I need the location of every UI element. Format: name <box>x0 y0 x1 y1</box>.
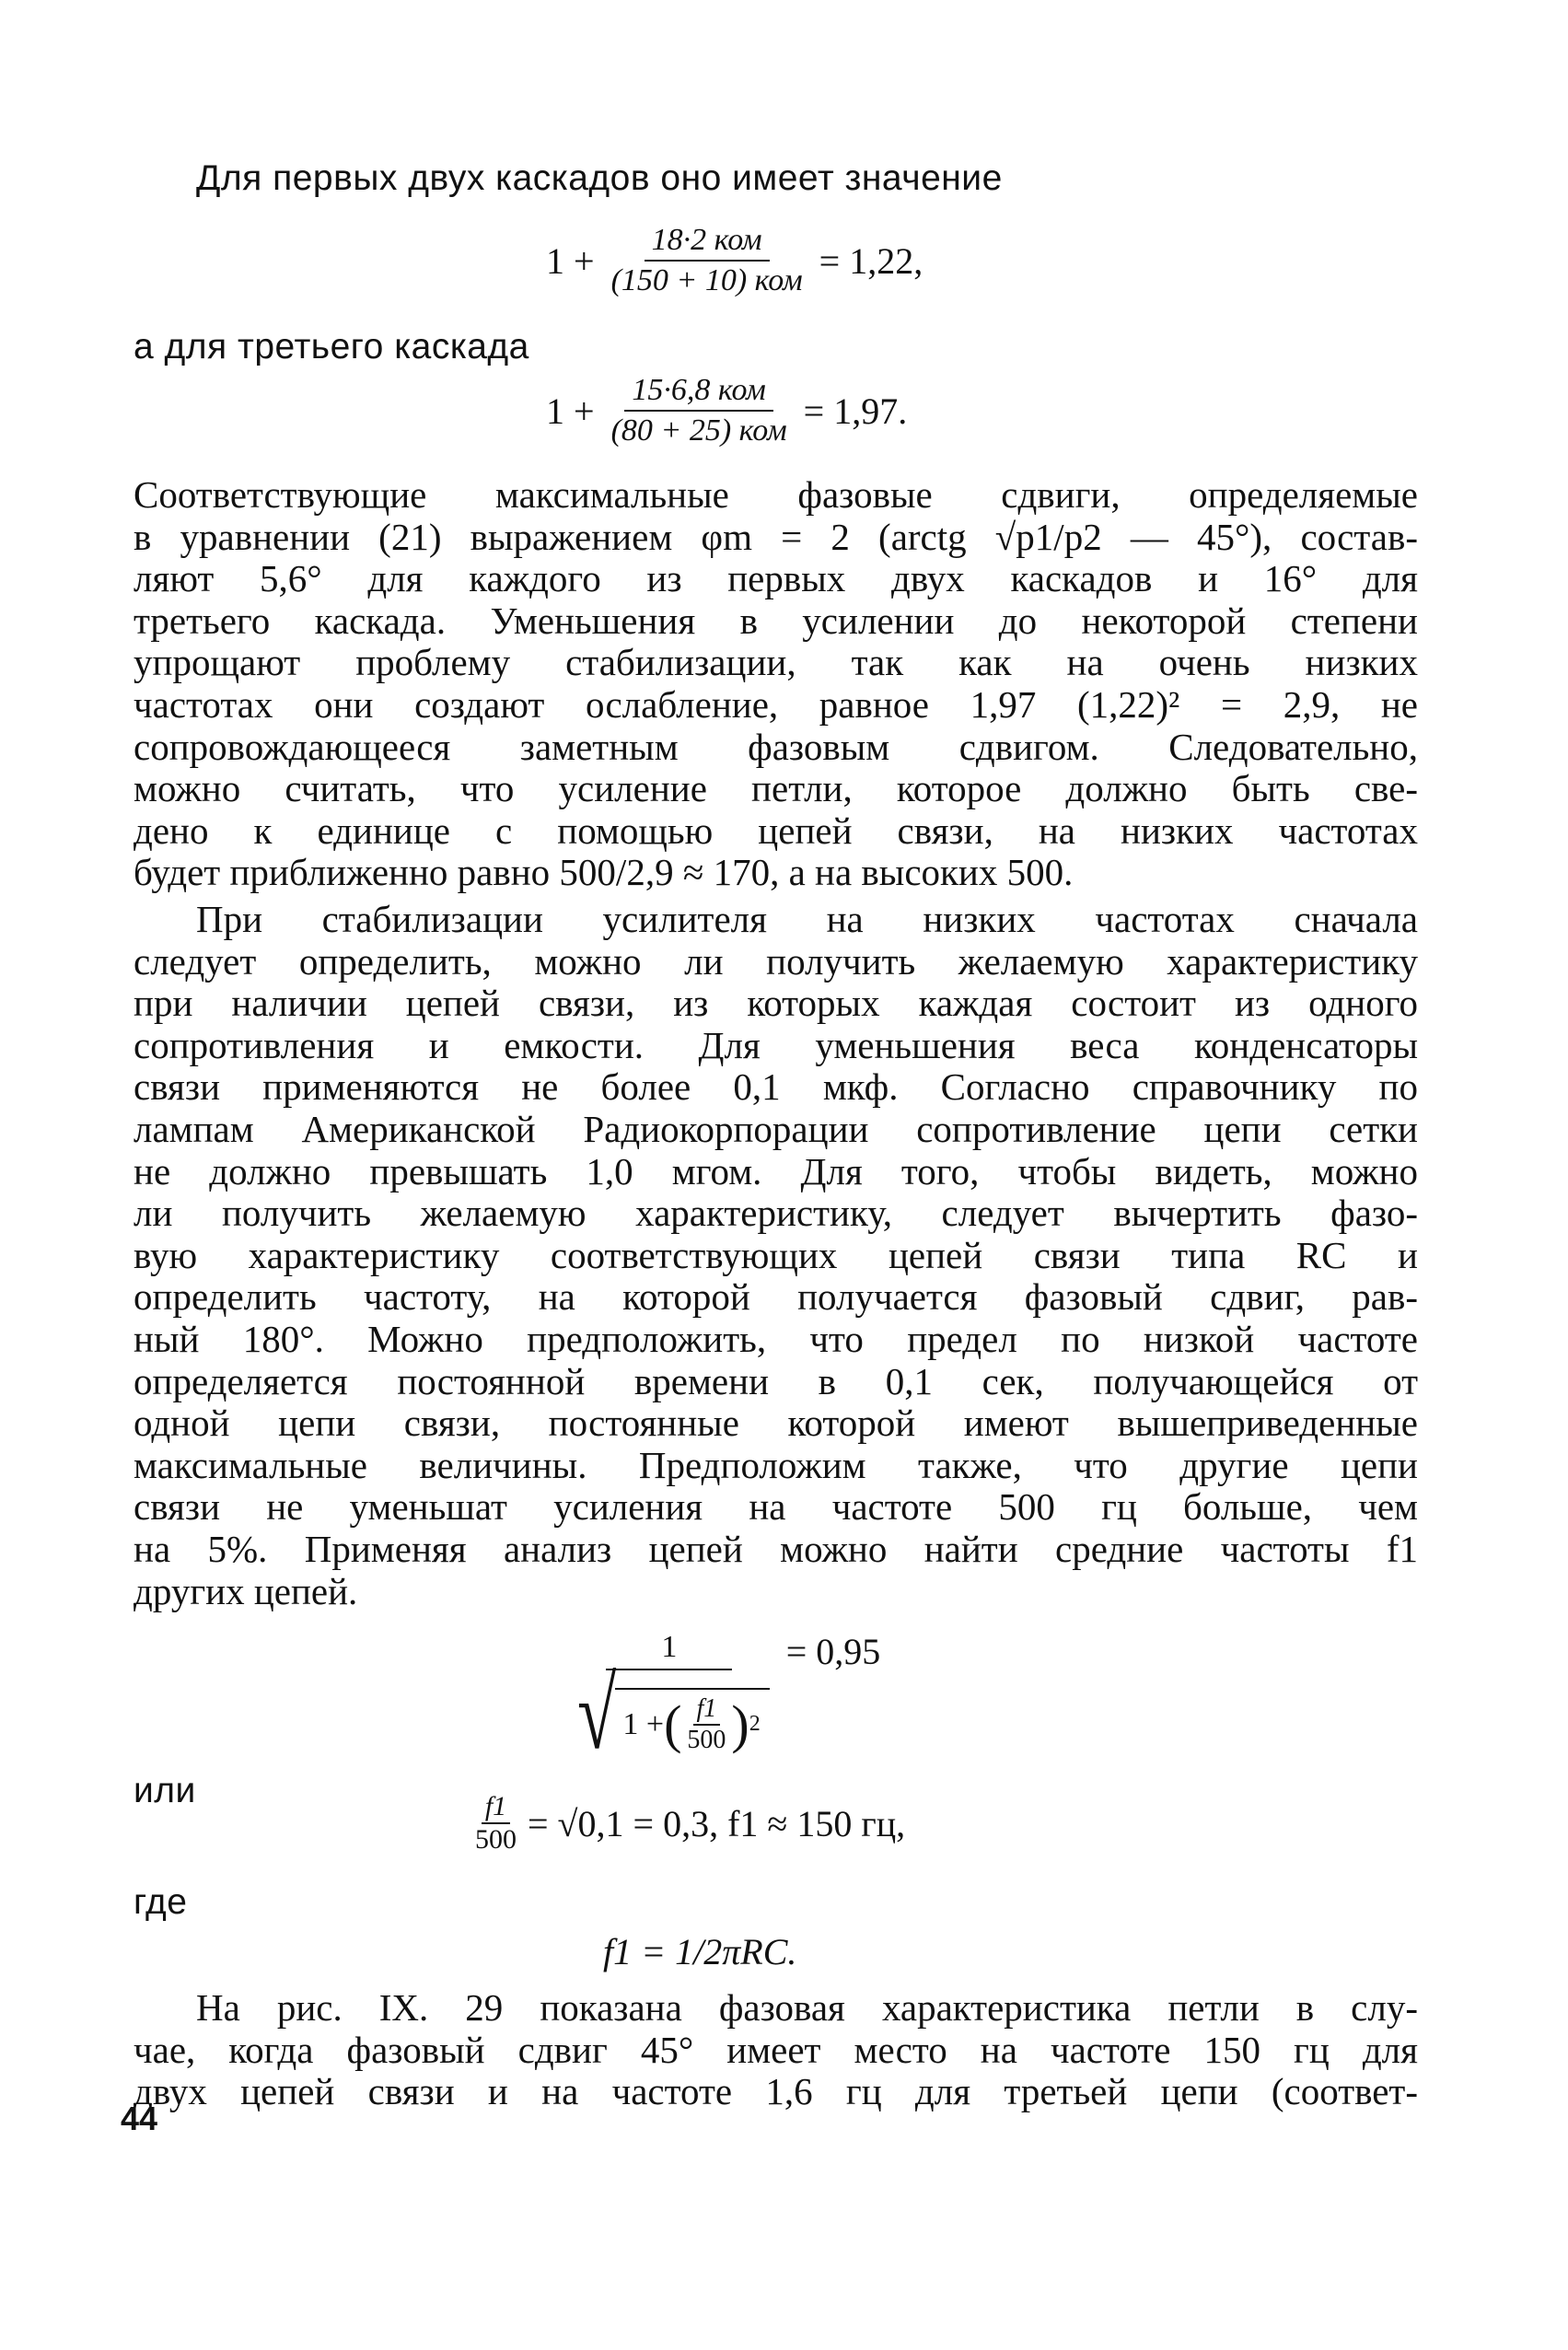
intro-line: Для первых двух каскадов оно имеет значение <box>196 158 1003 198</box>
formula3-paren <box>664 1693 749 1755</box>
p1-line: дено к единице с помощью цепей связи, на низких частотах <box>134 809 1418 852</box>
formula2-denominator: (80 + 25) ком <box>610 413 787 448</box>
p1-line: частотах они создают ослабление, равное 1,97 (1,22)² = 2,9, не <box>134 682 1418 726</box>
formula3-one-plus: 1 + <box>622 1706 665 1741</box>
sqrt-icon: √ <box>577 1658 617 1770</box>
paragraph-stabilization <box>134 899 1418 1612</box>
p2-line: определить частоту, на которой получается фазовый сдвиг, рав- <box>134 1275 1418 1319</box>
formula-third-cascade <box>546 373 907 448</box>
where-label: где <box>134 1882 188 1922</box>
p1-line: можно считать, что усиление петли, которое должно быть све- <box>134 767 1418 810</box>
formula1-result: = 1,22, <box>819 239 923 282</box>
p1-line: будет приближенно равно 500/2,9 ≈ 170, а на высоких 500. <box>134 851 1074 894</box>
formula3-fraction <box>562 1630 777 1770</box>
formula3-inner-num: f1 <box>693 1694 721 1726</box>
formula3-radicand <box>615 1688 769 1755</box>
p2-line: максимальные величины. Предположим также, что другие цепи <box>134 1443 1418 1486</box>
p1-line: сопровождающееся заметным фазовым сдвигом. Следовательно, <box>134 725 1418 768</box>
formula4-rest: = √0,1 = 0,3, f1 ≈ 150 гц, <box>528 1802 906 1844</box>
p2-line: ный 180°. Можно предположить, что предел по низкой частоте <box>134 1317 1418 1360</box>
third-cascade-label: а для третьего каскада <box>134 327 529 366</box>
p2-line: связи применяются не более 0,1 мкф. Согласно справочнику по <box>134 1065 1418 1109</box>
p1-line: ляют 5,6° для каждого из первых двух каскадов и 16° для <box>134 557 1418 600</box>
p2-line: одной цепи связи, постоянные которой имеют вышеприведенные <box>134 1402 1418 1445</box>
formula-frequency <box>470 1791 905 1856</box>
paragraph-phase-shifts <box>134 474 1418 894</box>
p2-line: При стабилизации усилителя на низких частотах сначала <box>196 898 1418 940</box>
p2-line: лампам Американской Радиокорпорации сопротивление цепи сетки <box>134 1107 1418 1150</box>
formula1-numerator: 18·2 ком <box>645 223 770 262</box>
formula-attenuation <box>552 1630 881 1770</box>
formula1-fraction <box>604 223 810 298</box>
p2-line: ли получить желаемую характеристику, следует вычертить фазо- <box>134 1192 1418 1235</box>
formula4-fraction <box>471 1791 520 1856</box>
or-label: или <box>134 1771 196 1810</box>
formula1-denominator: (150 + 10) ком <box>610 263 803 297</box>
paragraph-figure-reference <box>134 1987 1418 2113</box>
p3-line: На рис. IX. 29 показана фазовая характеристика петли в слу- <box>196 1986 1418 2029</box>
p2-line: вую характеристику соответствующих цепей связи типа RC и <box>134 1233 1418 1276</box>
p2-line: не должно превышать 1,0 мгом. Для того, чтобы видеть, можно <box>134 1149 1418 1192</box>
p1-line: Соответствующие максимальные фазовые сдвиги, определяемые <box>134 473 1418 516</box>
page-number: 44 <box>121 2100 158 2137</box>
p1-line: третьего каскада. Уменьшения в усилении до некоторой степени <box>134 599 1418 642</box>
formula2-fraction <box>604 373 795 448</box>
formula4-den: 500 <box>475 1824 517 1855</box>
p3-line: двух цепей связи и на частоте 1,6 гц для третьей цепи (соответ- <box>134 2070 1418 2113</box>
p2-line: сопротивления и емкости. Для уменьшения веса конденсаторы <box>134 1023 1418 1066</box>
formula2-result: = 1,97. <box>803 390 908 432</box>
p2-line: при наличии цепей связи, из которых каждая состоит из одного <box>134 982 1418 1025</box>
p2-line: других цепей. <box>134 1569 358 1612</box>
p2-line: связи не уменьшат усиления на частоте 500 гц больше, чем <box>134 1485 1418 1529</box>
formula3-denominator <box>562 1658 777 1770</box>
formula2-one: 1 + <box>546 390 595 432</box>
formula3-numerator: 1 <box>606 1630 732 1670</box>
formula2-numerator: 15·6,8 ком <box>624 373 773 412</box>
right-paren-icon: ) <box>731 1694 749 1754</box>
p2-line: следует определить, можно ли получить желаемую характеристику <box>134 939 1418 983</box>
formula4-num: f1 <box>482 1791 510 1824</box>
formula-definition: f1 = 1/2πRC. <box>603 1931 797 1972</box>
formula3-sqrt <box>569 1658 770 1770</box>
p1-line: в уравнении (21) выражением φm = 2 (arctg √p1/p2 — 45°), состав- <box>134 515 1418 558</box>
p3-line: чае, когда фазовый сдвиг 45° имеет место на частоте 150 гц для <box>134 2028 1418 2071</box>
formula1-one: 1 + <box>546 239 595 282</box>
formula3-inner-fraction <box>683 1694 729 1755</box>
left-paren-icon: ( <box>664 1694 682 1754</box>
formula-first-cascades <box>546 223 923 298</box>
formula3-power: 2 <box>749 1712 761 1736</box>
formula3-inner-den: 500 <box>687 1725 726 1754</box>
p1-line: упрощают проблему стабилизации, так как на очень низких <box>134 641 1418 684</box>
p2-line: на 5%. Применяя анализ цепей можно найти средние частоты f1 <box>134 1527 1418 1570</box>
p2-line: определяется постоянной времени в 0,1 сек, получающейся от <box>134 1359 1418 1402</box>
formula3-result: = 0,95 <box>785 1631 881 1672</box>
